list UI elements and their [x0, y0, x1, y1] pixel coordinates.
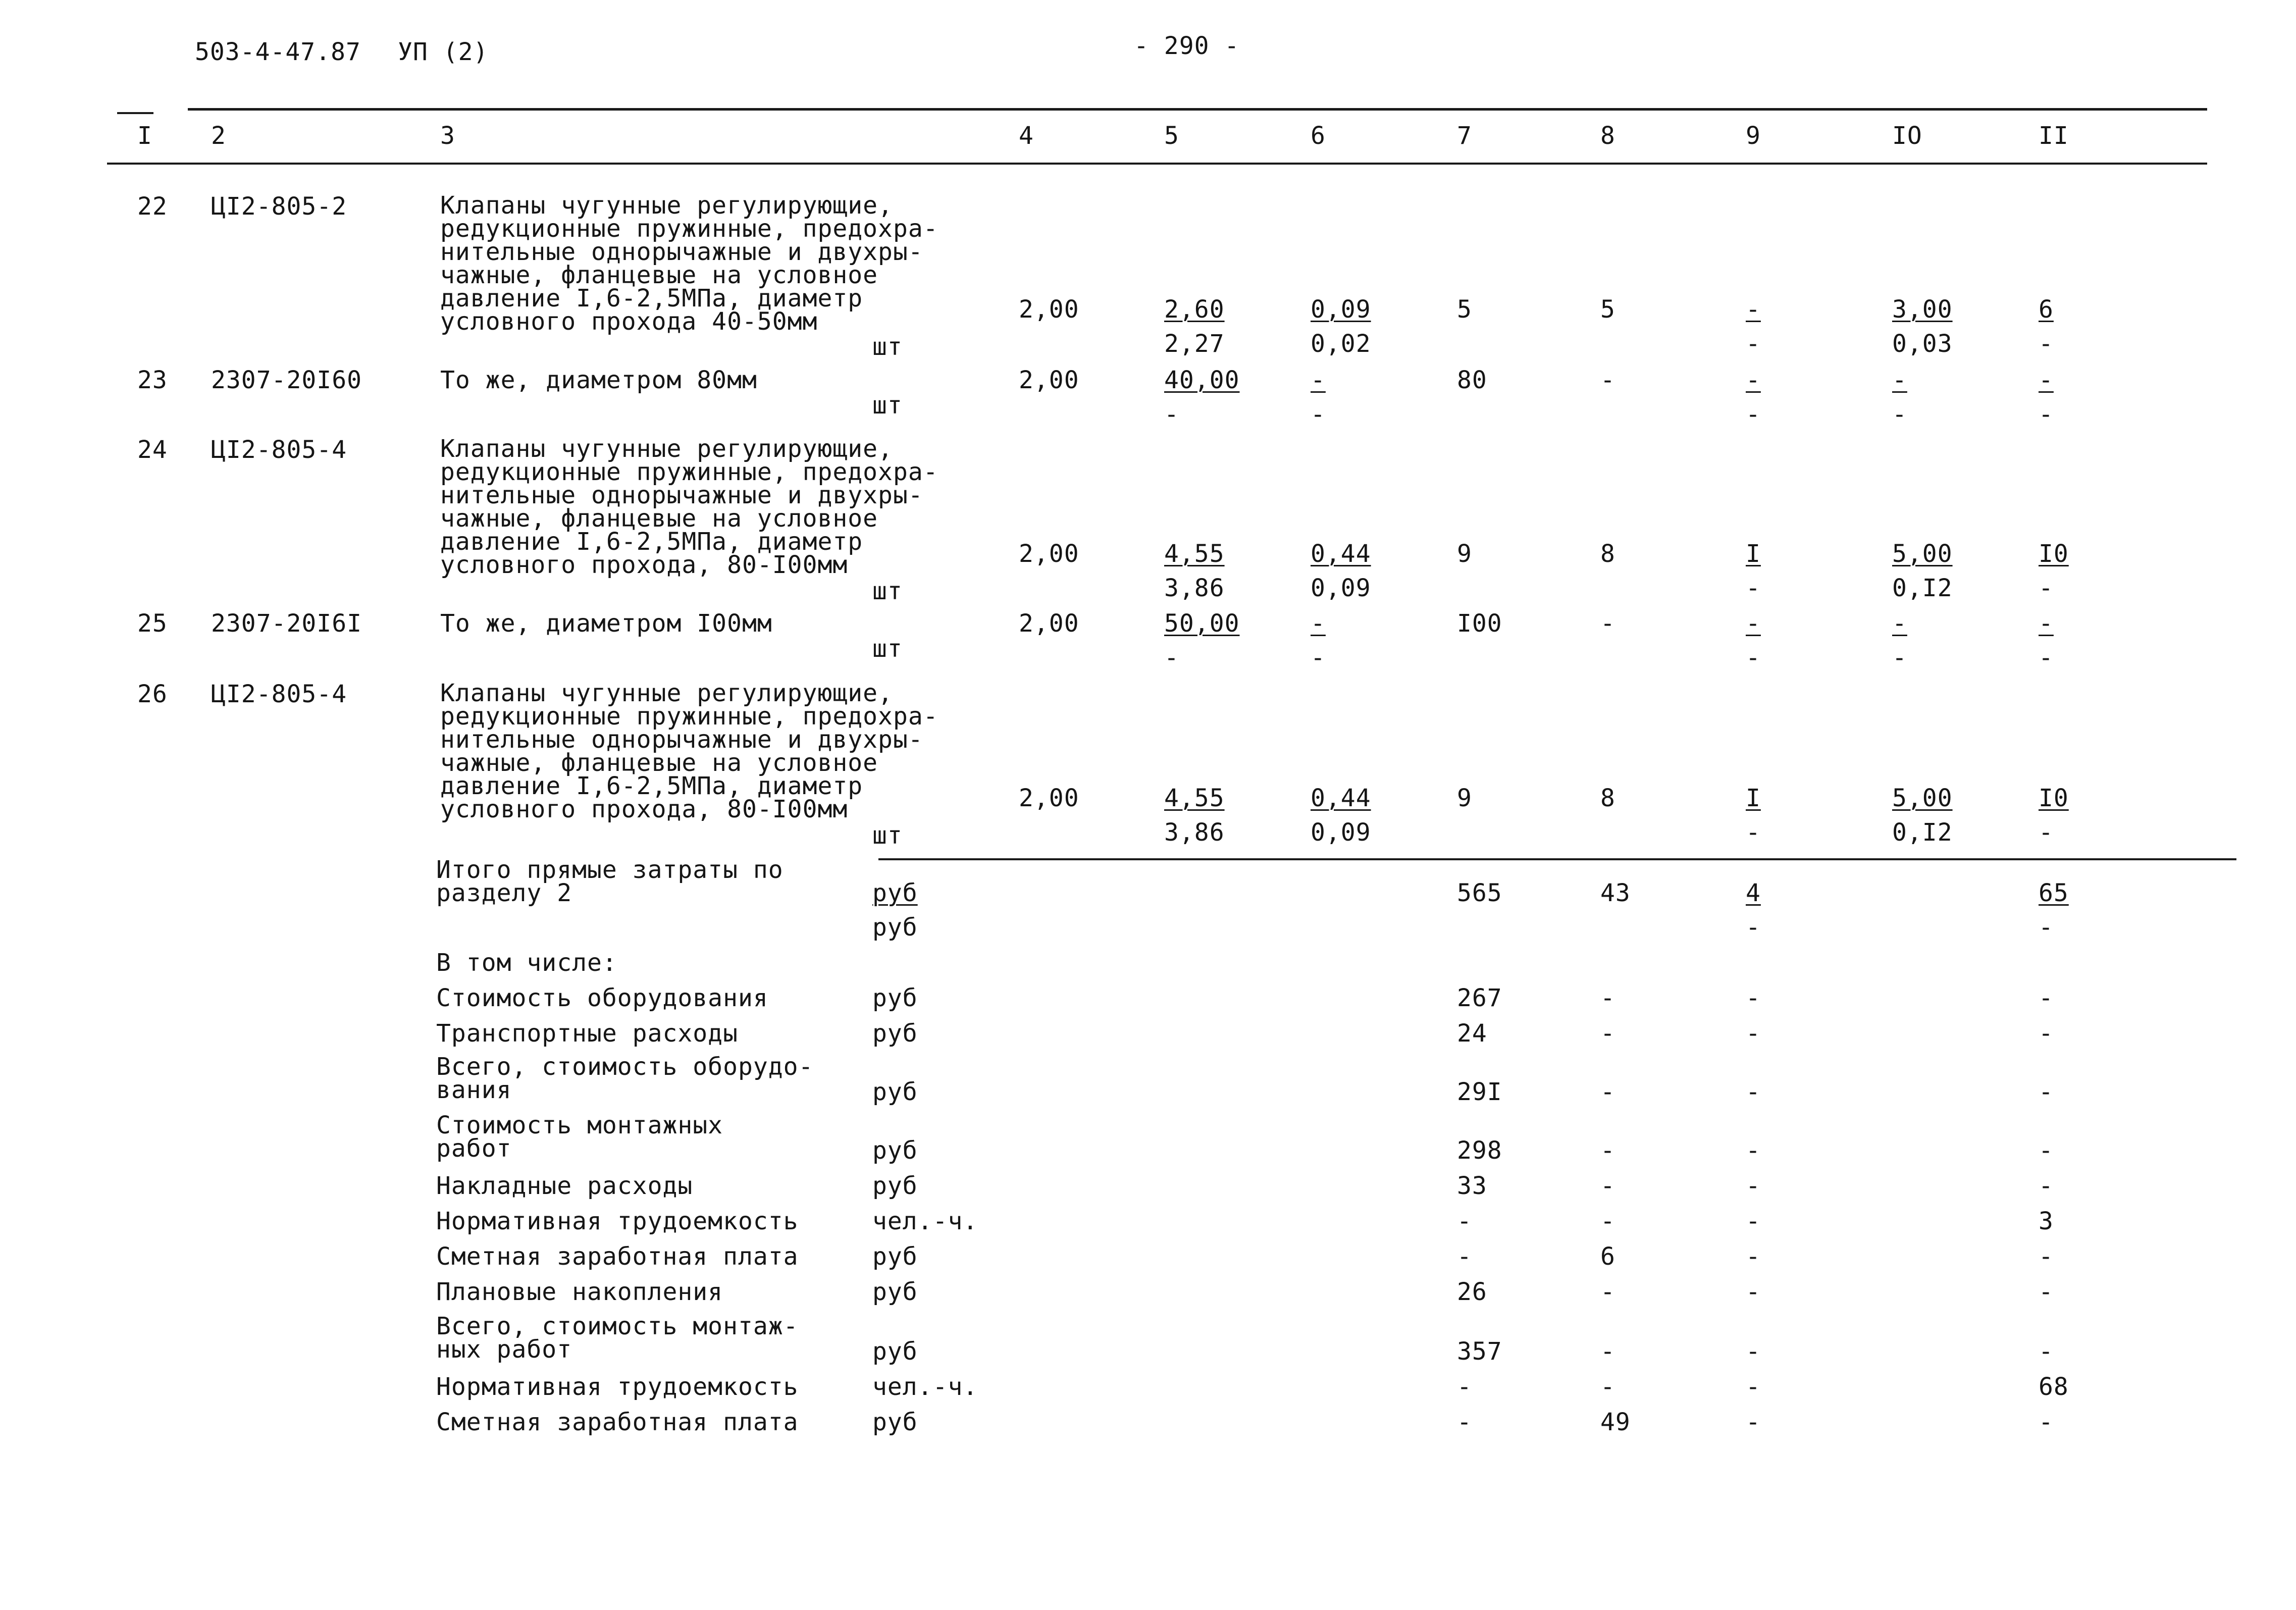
col-header-7: 7 [1457, 122, 1472, 150]
summary-c9: - [1746, 1019, 1761, 1048]
row-25-c11-bottom: - [2039, 644, 2054, 672]
col-header-8: 8 [1600, 122, 1615, 150]
summary-c7: 26 [1457, 1278, 1487, 1306]
summary-c8: - [1600, 1278, 1615, 1306]
summary-unit: чел.-ч. [872, 1373, 978, 1401]
row-25-c7: I00 [1457, 609, 1502, 638]
row-24-c11-top: I0 [2039, 540, 2069, 568]
summary-label: Нормативная трудоемкость [436, 1207, 799, 1235]
summary-c11: - [2039, 1337, 2054, 1366]
summary-c11: - [2039, 1019, 2054, 1048]
row-24-description: Клапаны чугунные регулирующие, редукционные пружинные, предохра- нительные однорычажные и двухры- чажные, фланцевые на условное давление I,6-2,5МПа, диаметр условного прохода, 80-I00мм [440, 435, 938, 579]
summary-c11: 3 [2039, 1207, 2054, 1235]
row-22-c8: 5 [1600, 295, 1615, 324]
summary-c8: - [1600, 1019, 1615, 1048]
row-23-c9-bottom: - [1746, 400, 1761, 429]
summary-unit: руб [872, 1172, 918, 1200]
summary-c9: - [1746, 1373, 1761, 1401]
totals-c11-bottom: - [2039, 913, 2054, 942]
row-24-c10-bottom: 0,I2 [1892, 574, 1953, 602]
row-26-code: ЦI2-805-4 [211, 680, 347, 708]
summary-unit: руб [872, 1242, 918, 1271]
row-23-code: 2307-20I60 [211, 366, 362, 394]
totals-c7: 565 [1457, 879, 1502, 907]
row-22-c10-top: 3,00 [1892, 295, 1953, 324]
row-24-c8: 8 [1600, 540, 1615, 568]
row-26-c4: 2,00 [1019, 784, 1079, 812]
summary-c11: - [2039, 1408, 2054, 1436]
summary-unit: чел.-ч. [872, 1207, 978, 1235]
summary-c11: - [2039, 984, 2054, 1012]
row-22-c5-top: 2,60 [1164, 295, 1225, 324]
summary-unit: руб [872, 984, 918, 1012]
row-25-code: 2307-20I6I [211, 609, 362, 638]
row-26-c7: 9 [1457, 784, 1472, 812]
row-23-c9-top: - [1746, 366, 1761, 394]
row-23-c5-top: 40,00 [1164, 366, 1240, 394]
col-header-3: 3 [440, 122, 455, 150]
summary-c7: 29I [1457, 1078, 1502, 1106]
summary-c9: - [1746, 1337, 1761, 1366]
row-23-c6-bottom: - [1311, 400, 1326, 429]
row-22-c11-bottom: - [2039, 330, 2054, 358]
col-header-11: II [2039, 122, 2069, 150]
row-24-number: 24 [137, 436, 168, 464]
summary-c11: - [2039, 1242, 2054, 1271]
totals-c11-top: 65 [2039, 879, 2069, 907]
col-header-1: I [137, 122, 152, 150]
summary-c11: - [2039, 1136, 2054, 1165]
summary-c8: - [1600, 984, 1615, 1012]
summary-label: Накладные расходы [436, 1172, 693, 1200]
summary-c11: - [2039, 1172, 2054, 1200]
col-header-5: 5 [1164, 122, 1179, 150]
row-26-c6-top: 0,44 [1311, 784, 1371, 812]
row-26-c6-bottom: 0,09 [1311, 818, 1371, 847]
row-23-c7: 80 [1457, 366, 1487, 394]
page-number: - 290 - [1134, 32, 1240, 60]
summary-c7: 33 [1457, 1172, 1487, 1200]
summary-c9: - [1746, 1242, 1761, 1271]
row-25-c6-top: - [1311, 609, 1326, 638]
row-25-c10-bottom: - [1892, 644, 1907, 672]
row-22-c6-top: 0,09 [1311, 295, 1371, 324]
summary-c8: - [1600, 1078, 1615, 1106]
summary-c9: - [1746, 1278, 1761, 1306]
row-23-c5-bottom: - [1164, 400, 1179, 429]
album-label: УП (2) [398, 38, 489, 66]
totals-c8: 43 [1600, 879, 1631, 907]
summary-label: Сметная заработная плата [436, 1408, 799, 1436]
row-24-c9-top: I [1746, 540, 1761, 568]
row-24-c7: 9 [1457, 540, 1472, 568]
row-25-number: 25 [137, 609, 168, 638]
row-26-description: Клапаны чугунные регулирующие, редукционные пружинные, предохра- нительные однорычажные и двухры- чажные, фланцевые на условное давление I,6-2,5МПа, диаметр условного прохода, 80-I00мм [440, 679, 938, 823]
summary-label: Сметная заработная плата [436, 1242, 799, 1271]
row-24-c4: 2,00 [1019, 540, 1079, 568]
summary-c7: 357 [1457, 1337, 1502, 1366]
header-top-rule [188, 108, 2207, 111]
row-22-c9-bottom: - [1746, 330, 1761, 358]
row-22-c4: 2,00 [1019, 295, 1079, 324]
row-22-unit: шт [872, 333, 903, 361]
summary-c8: - [1600, 1136, 1615, 1165]
totals-c9-top: 4 [1746, 879, 1761, 907]
summary-c7: 24 [1457, 1019, 1487, 1048]
summary-unit: руб [872, 1337, 918, 1366]
row-23-c6-top: - [1311, 366, 1326, 394]
summary-c9: - [1746, 1408, 1761, 1436]
row-26-c9-top: I [1746, 784, 1761, 812]
header-bottom-rule [107, 163, 2207, 165]
row-24-c5-bottom: 3,86 [1164, 574, 1225, 602]
row-25-c11-top: - [2039, 609, 2054, 638]
row-26-number: 26 [137, 680, 168, 708]
summary-c7: - [1457, 1242, 1472, 1271]
col-header-6: 6 [1311, 122, 1326, 150]
header-rule-left-stub [117, 112, 153, 114]
summary-unit: руб [872, 1278, 918, 1306]
summary-c11: - [2039, 1278, 2054, 1306]
summary-c8: - [1600, 1207, 1615, 1235]
row-25-c8: - [1600, 609, 1615, 638]
row-26-c10-bottom: 0,I2 [1892, 818, 1953, 847]
col-header-2: 2 [211, 122, 226, 150]
summary-c7: 267 [1457, 984, 1502, 1012]
summary-label: Плановые накопления [436, 1278, 723, 1306]
summary-unit: руб [872, 1078, 918, 1106]
totals-title: Итого прямые затраты по разделу 2 [436, 856, 784, 907]
row-25-unit: шт [872, 635, 903, 663]
row-23-description: То же, диаметром 80мм [440, 366, 757, 394]
totals-unit-2: руб [872, 913, 918, 942]
col-header-9: 9 [1746, 122, 1761, 150]
summary-c8: - [1600, 1337, 1615, 1366]
row-23-c10-bottom: - [1892, 400, 1907, 429]
summary-unit: руб [872, 1136, 918, 1165]
row-22-number: 22 [137, 192, 168, 221]
summary-label: Транспортные расходы [436, 1019, 738, 1048]
row-26-c11-top: I0 [2039, 784, 2069, 812]
row-23-unit: шт [872, 391, 903, 420]
col-header-4: 4 [1019, 122, 1034, 150]
summary-c8: 49 [1600, 1408, 1631, 1436]
summary-c11: 68 [2039, 1373, 2069, 1401]
row-22-c11-top: 6 [2039, 295, 2054, 324]
row-24-c10-top: 5,00 [1892, 540, 1953, 568]
document-code: 503-4-47.87 [195, 38, 361, 66]
summary-c9: - [1746, 1078, 1761, 1106]
row-23-c10-top: - [1892, 366, 1907, 394]
row-24-unit: шт [872, 577, 903, 605]
row-23-c8: - [1600, 366, 1615, 394]
summary-c7: - [1457, 1207, 1472, 1235]
row-26-c11-bottom: - [2039, 818, 2054, 847]
row-24-c5-top: 4,55 [1164, 540, 1225, 568]
including-label: В том числе: [436, 949, 617, 977]
summary-c8: - [1600, 1172, 1615, 1200]
row-25-c5-bottom: - [1164, 644, 1179, 672]
row-26-c9-bottom: - [1746, 818, 1761, 847]
row-25-c9-top: - [1746, 609, 1761, 638]
summary-c9: - [1746, 1207, 1761, 1235]
summary-c9: - [1746, 984, 1761, 1012]
row-23-c11-bottom: - [2039, 400, 2054, 429]
summary-label: Стоимость монтажных работ [436, 1111, 723, 1163]
row-22-c5-bottom: 2,27 [1164, 330, 1225, 358]
row-22-c10-bottom: 0,03 [1892, 330, 1953, 358]
row-25-c10-top: - [1892, 609, 1907, 638]
summary-label: Нормативная трудоемкость [436, 1373, 799, 1401]
row-25-c5-top: 50,00 [1164, 609, 1240, 638]
row-23-c4: 2,00 [1019, 366, 1079, 394]
summary-c8: 6 [1600, 1242, 1615, 1271]
row-22-c6-bottom: 0,02 [1311, 330, 1371, 358]
row-26-c8: 8 [1600, 784, 1615, 812]
summary-unit: руб [872, 1019, 918, 1048]
summary-c9: - [1746, 1136, 1761, 1165]
summary-c7: - [1457, 1373, 1472, 1401]
row-26-c5-bottom: 3,86 [1164, 818, 1225, 847]
row-22-code: ЦI2-805-2 [211, 192, 347, 221]
row-23-c11-top: - [2039, 366, 2054, 394]
row-26-c10-top: 5,00 [1892, 784, 1953, 812]
row-25-c6-bottom: - [1311, 644, 1326, 672]
summary-c9: - [1746, 1172, 1761, 1200]
row-22-c7: 5 [1457, 295, 1472, 324]
totals-unit-1: руб [872, 879, 918, 907]
col-header-10: IO [1892, 122, 1922, 150]
summary-c7: - [1457, 1408, 1472, 1436]
row-22-c9-top: - [1746, 295, 1761, 324]
row-23-number: 23 [137, 366, 168, 394]
summary-c8: - [1600, 1373, 1615, 1401]
totals-c9-bottom: - [1746, 913, 1761, 942]
summary-label: Всего, стоимость монтаж- ных работ [436, 1312, 799, 1364]
row-26-c5-top: 4,55 [1164, 784, 1225, 812]
summary-c7: 298 [1457, 1136, 1502, 1165]
totals-rule [878, 858, 2236, 860]
summary-label: Стоимость оборудования [436, 984, 768, 1012]
row-25-c9-bottom: - [1746, 644, 1761, 672]
row-25-description: То же, диаметром I00мм [440, 609, 772, 638]
row-25-c4: 2,00 [1019, 609, 1079, 638]
row-24-c11-bottom: - [2039, 574, 2054, 602]
summary-unit: руб [872, 1408, 918, 1436]
summary-label: Всего, стоимость оборудо- вания [436, 1053, 814, 1104]
row-26-unit: шт [872, 821, 903, 850]
summary-c11: - [2039, 1078, 2054, 1106]
row-22-description: Клапаны чугунные регулирующие, редукционные пружинные, предохра- нительные однорычажные и двухры- чажные, фланцевые на условное давление I,6-2,5МПа, диаметр условного прохода 40-50мм [440, 191, 938, 336]
row-24-code: ЦI2-805-4 [211, 436, 347, 464]
row-24-c9-bottom: - [1746, 574, 1761, 602]
row-24-c6-bottom: 0,09 [1311, 574, 1371, 602]
row-24-c6-top: 0,44 [1311, 540, 1371, 568]
